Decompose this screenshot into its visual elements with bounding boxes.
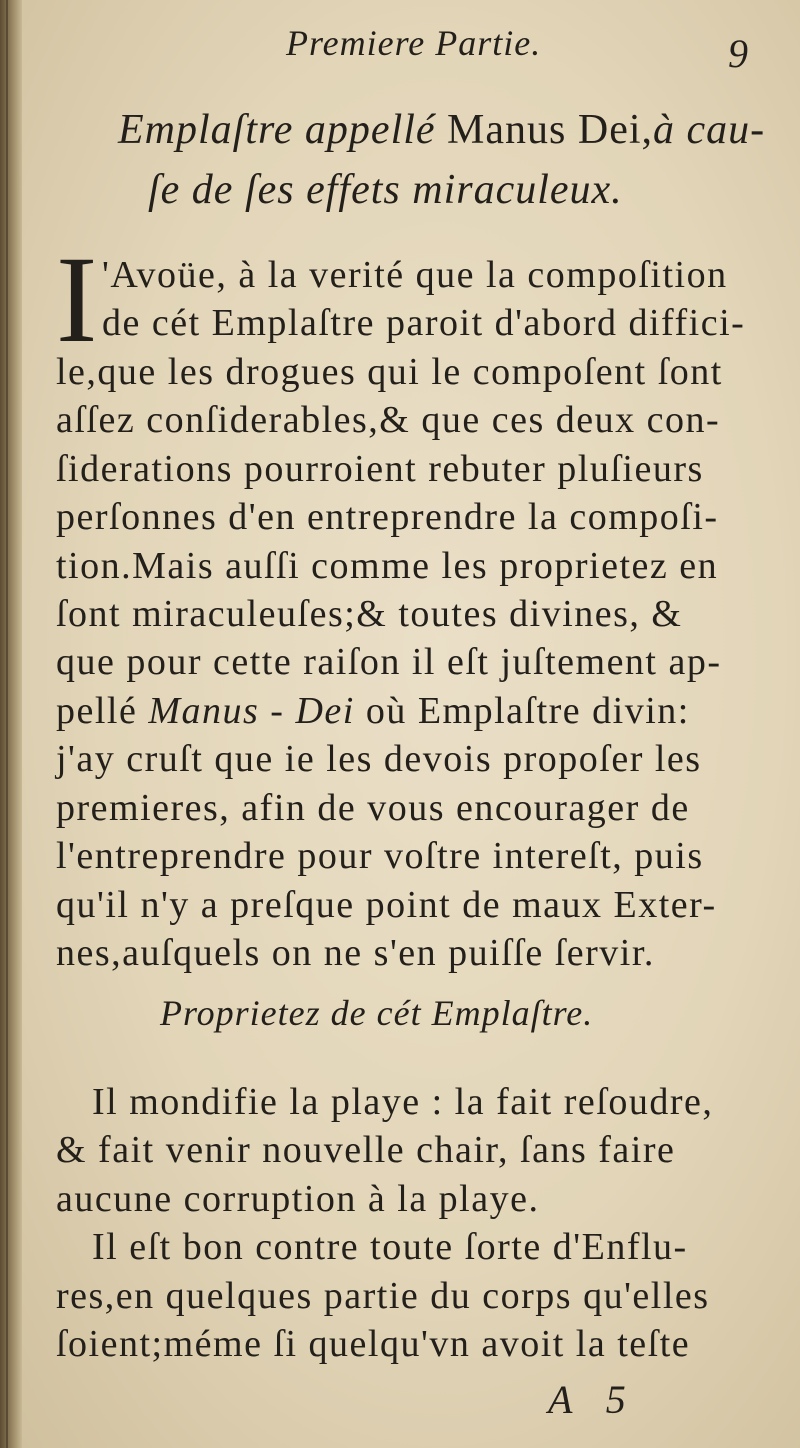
page-binding-edge [0, 0, 22, 1448]
body-line: nes,auſquels on ne s'en puiſſe ſervir. [56, 932, 655, 974]
body-line: res,en quelques partie du corps qu'elles [56, 1275, 710, 1317]
drop-cap-initial: I [56, 231, 98, 368]
chapter-title-line-2: ſe de ſes effets miraculeux. [148, 167, 623, 213]
body-line: l'entreprendre pour voſtre intereſt, puis [56, 835, 704, 877]
running-head: Premiere Partie. [286, 23, 542, 63]
text-run: pellé [56, 690, 149, 732]
body-line: & fait venir nouvelle chair, ſans faire [56, 1129, 676, 1171]
body-line: premieres, afin de vous encourager de [56, 787, 690, 829]
section-heading: Proprietez de cét Emplaſtre. [160, 993, 594, 1033]
body-line: ſiderations pourroient rebuter pluſieurs [56, 448, 704, 490]
body-line: de cét Emplaſtre paroit d'abord diffici- [102, 302, 746, 344]
body-line: tion.Mais auſſi comme les proprietez en [56, 545, 719, 587]
body-line: perſonnes d'en entreprendre la compoſi- [56, 496, 719, 538]
body-line: le,que les drogues qui le compoſent ſont [56, 351, 723, 393]
italic-term: Manus - Dei [148, 690, 355, 732]
body-line-manus-dei [56, 692, 690, 730]
chapter-title-italic-a: Emplaſtre appellé [118, 107, 436, 153]
body-line: aſſez conſiderables,& que ces deux con- [56, 399, 721, 441]
page-number: 9 [728, 31, 748, 76]
body-line: Il eſt bon contre toute ſorte d'Enflu- [92, 1226, 688, 1268]
body-line: ſont miraculeuſes;& toutes divines, & [56, 593, 683, 635]
body-line: ſoient;méme ſi quelqu'vn avoit la teſte [56, 1323, 691, 1365]
chapter-title-italic-b: à cau- [653, 107, 766, 153]
signature-mark: A 5 [548, 1377, 638, 1422]
text-run: où Emplaſtre divin: [354, 690, 690, 732]
body-line: qu'il n'y a preſque point de maux Exter- [56, 884, 717, 926]
body-line: j'ay cruſt que ie les devois propoſer les [56, 738, 702, 780]
chapter-title-roman: Manus Dei, [447, 107, 654, 153]
chapter-title-line-1 [118, 106, 765, 154]
body-line: Il mondifie la playe : la fait reſoudre, [92, 1081, 714, 1123]
body-line: 'Avoüe, à la verité que la compoſition [102, 254, 728, 296]
body-line: que pour cette raiſon il eſt juſtement ap- [56, 641, 722, 683]
body-line: aucune corruption à la playe. [56, 1178, 540, 1220]
